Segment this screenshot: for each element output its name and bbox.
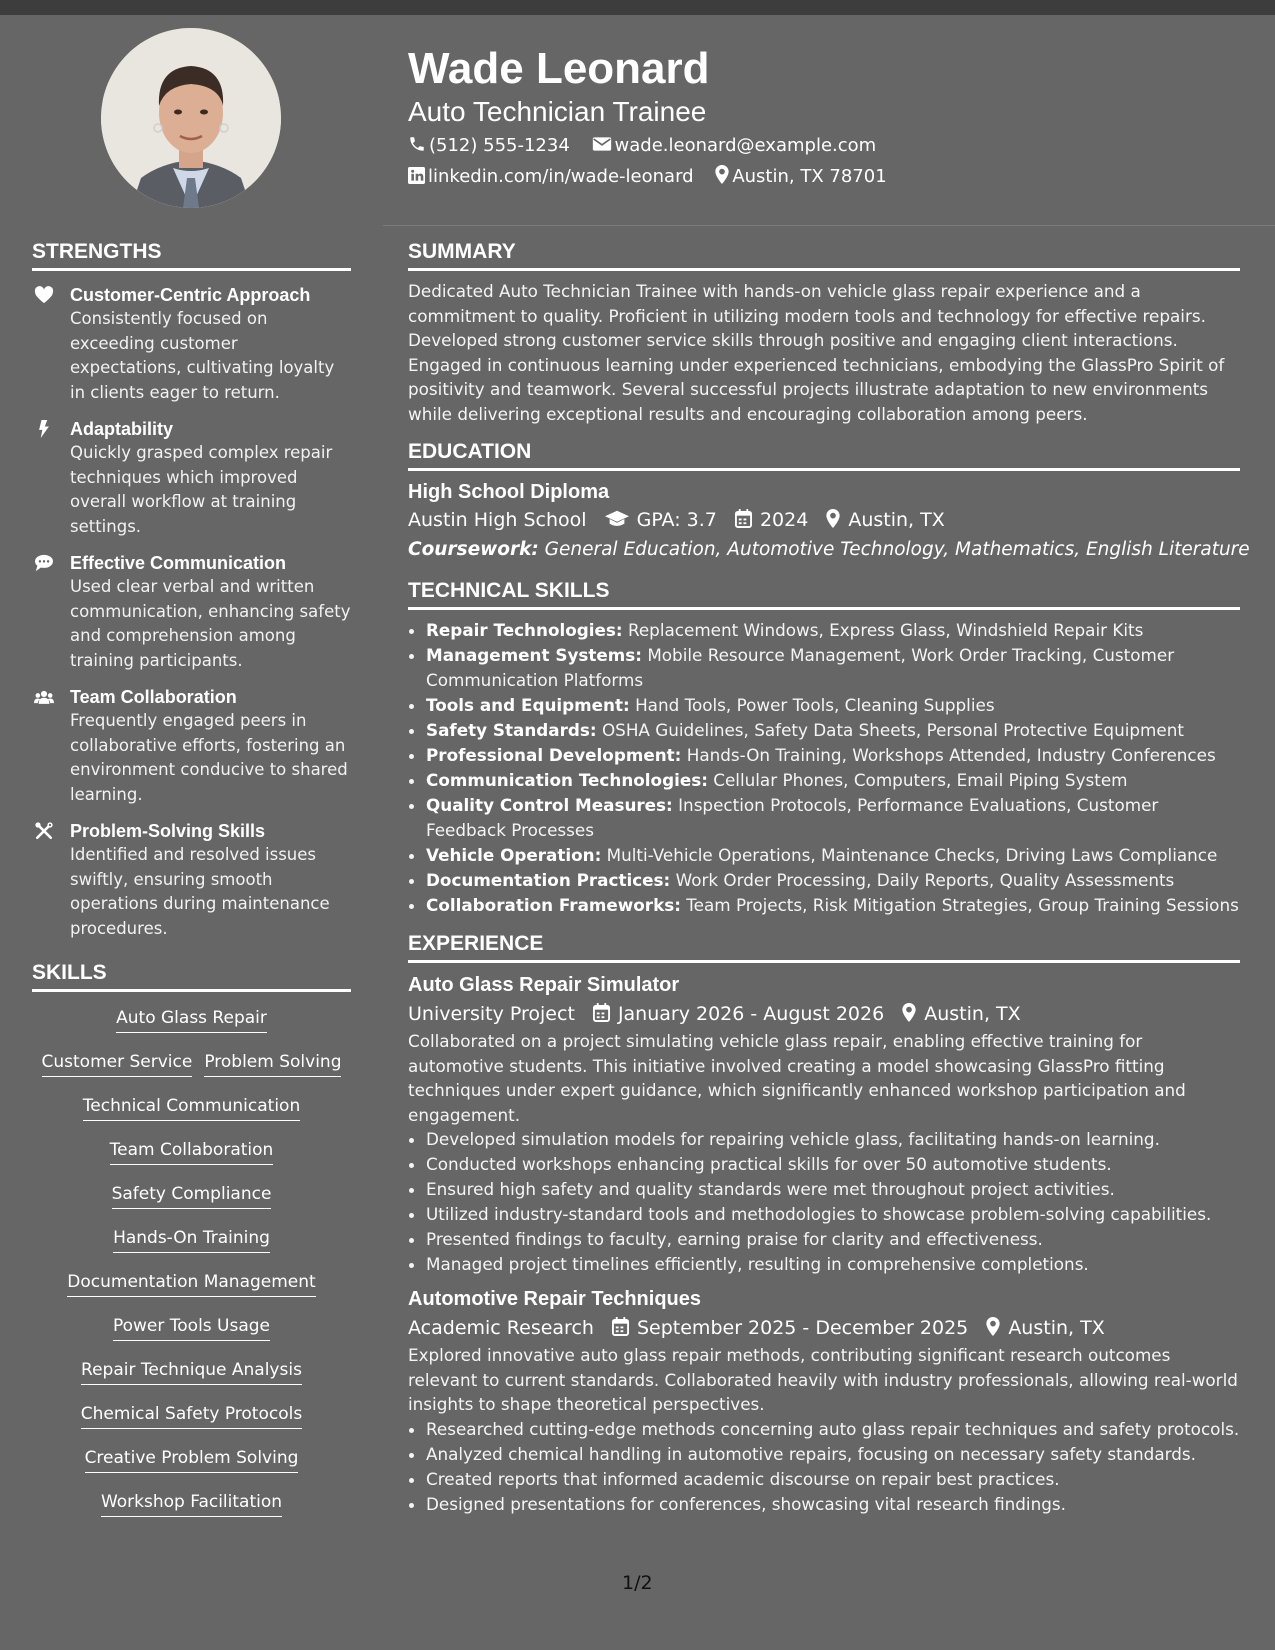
project-bullets (408, 1417, 1240, 1517)
page-indicator: 1/2 (622, 1572, 653, 1594)
candidate-name: Wade Leonard (408, 44, 710, 93)
project-location: Austin, TX (924, 1003, 1021, 1025)
strength-title: Adaptability (70, 419, 174, 439)
strength-title: Problem-Solving Skills (70, 821, 266, 841)
skill-tag: Repair Technique Analysis (81, 1358, 302, 1385)
list-item (426, 893, 1240, 918)
technical-skills-heading: TECHNICAL SKILLS (408, 579, 1240, 610)
summary-section (408, 240, 1240, 426)
project-title: Automotive Repair Techniques (408, 1288, 702, 1310)
linkedin-item[interactable] (408, 165, 694, 189)
experience-section (408, 932, 1240, 1517)
linkedin-icon (408, 167, 425, 184)
gpa-text: GPA: 3.7 (636, 509, 717, 531)
skill-category: Management Systems: (426, 645, 642, 665)
header-divider (383, 225, 1275, 226)
list-item: • Utilized industry-standard tools and methodologies to showcase problem-solving capabilities. (426, 1202, 1240, 1227)
list-item: • Designed presentations for conferences, showcasing vital research findings. (426, 1492, 1240, 1517)
strength-description: Quickly grasped complex repair techniques which improved overall workflow at training settings. (70, 443, 333, 536)
skill-values: Work Order Processing, Daily Reports, Quality Assessments (675, 870, 1175, 890)
skill-values: Team Projects, Risk Mitigation Strategies, Group Training Sessions (686, 895, 1239, 915)
project-meta (408, 1313, 1240, 1343)
strength-item (32, 551, 351, 673)
location-item (715, 165, 886, 189)
project-description: Explored innovative auto glass repair methods, contributing significant research outcomes relevant to current standards. Collaborated heavily with industry professionals, allowing real-world insights to shape theoretical perspectives. (408, 1345, 1238, 1414)
summary-text: Dedicated Auto Technician Trainee with hands-on vehicle glass repair experience and a commitment to quality. Proficient in utilizing modern tools and technology for effective repairs. Developed strong customer service skills through positive and engaging client interactions. Engaged in continuous learning under experienced technicians, embodying the GlassPro Spirit of positivity and teamwork. Several successful projects illustrate adaptation to new environments while delivering exceptional results and encouraging collaboration among peers. (408, 281, 1225, 424)
skill-tag: Problem Solving (204, 1050, 341, 1077)
strength-title: Team Collaboration (70, 687, 237, 707)
strengths-heading: STRENGTHS (32, 240, 351, 271)
strength-description: Consistently focused on exceeding customer expectations, cultivating loyalty in clients eager to return. (70, 309, 335, 402)
coursework-label: Coursework: (408, 539, 539, 560)
list-item (426, 718, 1240, 743)
education-meta (408, 505, 1240, 535)
calendar-icon (593, 1003, 610, 1022)
skill-tag: Power Tools Usage (113, 1314, 270, 1341)
left-column (32, 240, 351, 1534)
year-item (735, 505, 808, 535)
experience-heading: EXPERIENCE (408, 932, 1240, 963)
list-item: • Ensured high safety and quality standards were met throughout project activities. (426, 1177, 1240, 1202)
project-title: Auto Glass Repair Simulator (408, 974, 680, 996)
skill-category: Vehicle Operation: (426, 845, 602, 865)
top-bar (0, 0, 1275, 15)
tools-icon (34, 822, 54, 840)
map-pin-icon (986, 1317, 1000, 1336)
skill-tag: Team Collaboration (110, 1138, 274, 1165)
strength-title: Customer-Centric Approach (70, 285, 311, 305)
phone-item (408, 134, 570, 158)
job-title: Auto Technician Trainee (408, 96, 707, 127)
graduation-cap-icon (605, 510, 629, 528)
skill-values: Cellular Phones, Computers, Email Piping System (713, 770, 1128, 790)
email-text[interactable]: wade.leonard@example.com (614, 135, 877, 156)
project-location-item (902, 999, 1020, 1029)
summary-heading: SUMMARY (408, 240, 1240, 271)
strength-description: Used clear verbal and written communication, enhancing safety and comprehension among training participants. (70, 577, 351, 670)
skill-values: Hand Tools, Power Tools, Cleaning Supplies (635, 695, 995, 715)
technical-skills-section (408, 579, 1240, 918)
map-pin-icon (826, 509, 840, 528)
map-pin-icon (715, 165, 729, 184)
list-item: • Developed simulation models for repairing vehicle glass, facilitating hands-on learning. (426, 1127, 1240, 1152)
skill-category: Safety Standards: (426, 720, 597, 740)
location-text: Austin, TX 78701 (732, 166, 887, 187)
skills-list (32, 1006, 351, 1534)
phone-text: (512) 555-1234 (429, 135, 570, 156)
list-item (426, 743, 1240, 768)
skill-tag: Customer Service (42, 1050, 193, 1077)
project-org: Academic Research (408, 1317, 594, 1339)
list-item: • Analyzed chemical handling in automotive repairs, focusing on necessary safety standards. (426, 1442, 1240, 1467)
dates-item (612, 1313, 968, 1343)
strength-title: Effective Communication (70, 553, 287, 573)
right-column (408, 240, 1250, 1531)
skill-category: Professional Development: (426, 745, 682, 765)
calendar-icon (612, 1317, 629, 1336)
strength-description: Frequently engaged peers in collaborative efforts, fostering an environment conducive to shared learning. (70, 711, 348, 804)
skill-category: Tools and Equipment: (426, 695, 630, 715)
project-dates: September 2025 - December 2025 (636, 1317, 969, 1339)
envelope-icon (592, 135, 612, 153)
education-heading: EDUCATION (408, 440, 1240, 471)
skill-values: Inspection Protocols, Performance Evaluations, Customer Feedback Processes (426, 795, 1159, 840)
skill-tag: Workshop Facilitation (101, 1490, 282, 1517)
email-item[interactable] (592, 134, 877, 158)
project-meta (408, 999, 1240, 1029)
users-icon (34, 688, 54, 706)
education-section (408, 440, 1250, 565)
technical-skills-list (408, 618, 1240, 918)
list-item (426, 793, 1240, 843)
contact-row-1 (408, 134, 892, 158)
list-item: • Presented findings to faculty, earning praise for clarity and effectiveness. (426, 1227, 1240, 1252)
skill-category: Communication Technologies: (426, 770, 708, 790)
list-item (426, 693, 1240, 718)
linkedin-text[interactable]: linkedin.com/in/wade-leonard (428, 166, 694, 187)
strength-item (32, 283, 351, 405)
skill-tag: Documentation Management (67, 1270, 315, 1297)
coursework (408, 535, 1250, 565)
list-item (426, 843, 1240, 868)
skill-tag: Auto Glass Repair (116, 1006, 267, 1033)
skill-tag: Safety Compliance (112, 1182, 272, 1209)
list-item: • Managed project timelines efficiently, resulting in comprehensive completions. (426, 1252, 1240, 1277)
skill-values: Replacement Windows, Express Glass, Windshield Repair Kits (627, 620, 1144, 640)
skill-category: Documentation Practices: (426, 870, 671, 890)
strength-item (32, 685, 351, 807)
list-item: • Conducted workshops enhancing practical skills for over 50 automotive students. (426, 1152, 1240, 1177)
year-text: 2024 (759, 509, 809, 531)
coursework-text: General Education, Automotive Technology, Mathematics, English Literature (544, 539, 1250, 560)
degree-title: High School Diploma (408, 481, 610, 503)
strengths-list (32, 283, 351, 941)
project-description: Collaborated on a project simulating vehicle glass repair, enabling effective training for automotive students. This initiative involved creating a model showcasing GlassPro fitting techniques under expert guidance, which significantly enhanced workshop participation and engagement. (408, 1031, 1186, 1125)
skill-tag: Technical Communication (83, 1094, 300, 1121)
skill-tag: Hands-On Training (113, 1226, 270, 1253)
chat-icon (34, 554, 54, 572)
skill-tag: Chemical Safety Protocols (81, 1402, 302, 1429)
project-location: Austin, TX (1008, 1317, 1105, 1339)
strength-item (32, 819, 351, 941)
bolt-icon (34, 420, 54, 438)
project-bullets (408, 1127, 1240, 1277)
list-item (426, 643, 1240, 693)
skill-values: Multi-Vehicle Operations, Maintenance Checks, Driving Laws Compliance (606, 845, 1218, 865)
project-org: University Project (408, 1003, 575, 1025)
project-dates: January 2026 - August 2026 (617, 1003, 885, 1025)
skill-tag: Creative Problem Solving (85, 1446, 299, 1473)
strength-item (32, 417, 351, 539)
experience-entry (408, 1285, 1240, 1517)
skill-category: Quality Control Measures: (426, 795, 673, 815)
project-location-item (986, 1313, 1104, 1343)
skills-heading: SKILLS (32, 961, 351, 992)
heart-icon (34, 286, 54, 304)
contact-row-2 (408, 165, 903, 189)
profile-photo (101, 28, 281, 208)
edu-location-item (826, 505, 944, 535)
skill-values: Mobile Resource Management, Work Order Tracking, Customer Communication Platforms (426, 645, 1175, 690)
list-item (426, 868, 1240, 893)
dates-item (593, 999, 884, 1029)
strength-description: Identified and resolved issues swiftly, ensuring smooth operations during maintenance procedures. (70, 845, 330, 938)
list-item (426, 618, 1240, 643)
list-item (426, 768, 1240, 793)
skill-values: Hands-On Training, Workshops Attended, Industry Conferences (686, 745, 1216, 765)
phone-icon (408, 135, 426, 153)
skill-category: Repair Technologies: (426, 620, 623, 640)
skill-values: OSHA Guidelines, Safety Data Sheets, Personal Protective Equipment (601, 720, 1184, 740)
list-item: • Researched cutting-edge methods concerning auto glass repair techniques and safety protocols. (426, 1417, 1240, 1442)
edu-location-text: Austin, TX (848, 509, 945, 531)
gpa-item (605, 505, 717, 535)
skill-category: Collaboration Frameworks: (426, 895, 681, 915)
map-pin-icon (902, 1003, 916, 1022)
list-item: • Created reports that informed academic discourse on repair best practices. (426, 1467, 1240, 1492)
school-name: Austin High School (408, 509, 587, 531)
calendar-icon (735, 509, 752, 528)
experience-entry (408, 971, 1240, 1277)
